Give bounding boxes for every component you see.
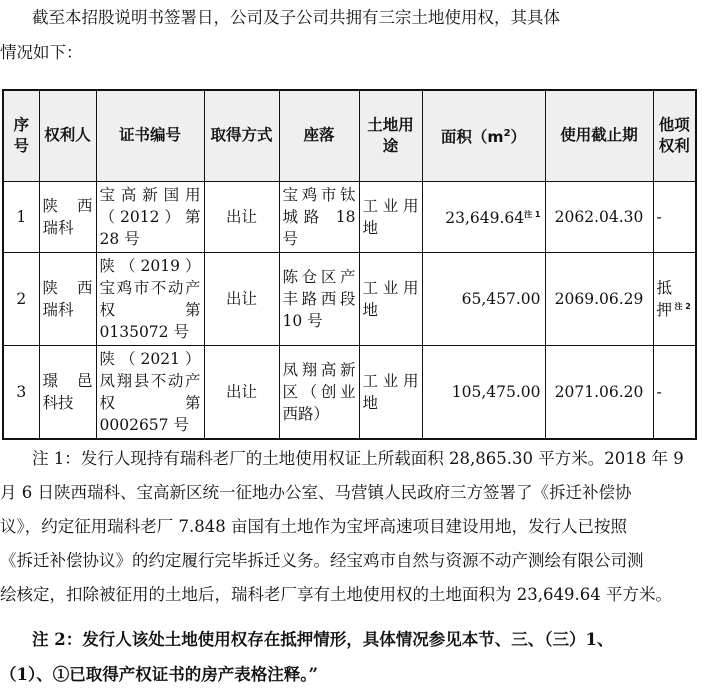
header-expiry: 使用截止期: [545, 90, 653, 181]
cell-area: 65,457.00: [422, 252, 545, 345]
header-area: 面积$(m^2)$: [422, 90, 545, 181]
header-use: 土地用途: [359, 90, 422, 181]
cell-location: 凤翔高新区（创业西路）: [279, 345, 359, 439]
cell-use: 工业用地: [359, 252, 422, 345]
cell-seq: 1: [3, 181, 39, 252]
header-method: 取得方式: [204, 90, 279, 181]
note-2-line-2: （1）、①已取得产权证书的房产表格注释。”: [0, 665, 318, 684]
cell-cert: 宝高新国用（2012）第 28 号: [96, 181, 204, 252]
intro-line-2: 情况如下：: [0, 43, 83, 62]
land-use-rights-table: [2, 89, 697, 440]
intro-paragraph: [0, 0, 702, 70]
cell-location: 宝鸡市钛城路 18 号: [279, 181, 359, 252]
note-1-line: 《拆迁补偿协议》的约定履行完毕拆迁义务。经宝鸡市自然与资源不动产测绘有限公司测: [0, 551, 644, 570]
header-other-rights: 他项权利: [653, 90, 696, 181]
cell-cert: 陕（2021）凤翔县不动产 权 第 0002657 号: [96, 345, 204, 439]
header-owner: 权利人: [39, 90, 96, 181]
cell-location: 陈仓区产丰路西段 10 号: [279, 252, 359, 345]
cell-other-rights: 抵押 $^{注 2}$: [653, 252, 696, 345]
header-location: 座落: [279, 90, 359, 181]
cell-area: 105,475.00: [422, 345, 545, 439]
cell-owner: 璟 邑 科技: [39, 345, 96, 439]
cell-method: 出让: [204, 252, 279, 345]
header-seq: 序号: [3, 90, 39, 181]
table-row: [3, 345, 696, 439]
note-ref-1: 注 1: [524, 209, 541, 219]
note-1-line: 议》，约定征用瑞科老厂 7.848 亩国有土地作为宝坪高速项目建设用地，发行人已按照: [0, 517, 627, 536]
table-header-row: [3, 90, 696, 181]
cell-owner: 陕 西 瑞科: [39, 252, 96, 345]
cell-expiry: 2069.06.29: [545, 252, 653, 345]
cell-expiry: 2071.06.20: [545, 345, 653, 439]
cell-use: 工业用地: [359, 345, 422, 439]
note-2-line-1: 注 2：发行人该处土地使用权存在抵押情形，具体情况参见本节、三、（三）1、: [32, 630, 614, 649]
cell-other-rights: -: [653, 181, 696, 252]
cell-cert: 陕（2019）宝鸡市不动产 权 第 0135072 号: [96, 252, 204, 345]
intro-line-1: 截至本招股说明书签署日，公司及子公司共拥有三宗土地使用权，其具体: [32, 8, 560, 27]
cell-use: 工业用地: [359, 181, 422, 252]
cell-seq: 2: [3, 252, 39, 345]
cell-area: 23,649.64$^{注 1}$: [422, 181, 545, 252]
cell-seq: 3: [3, 345, 39, 439]
note-1-line: 绘核定，扣除被征用的土地后，瑞科老厂享有土地使用权的土地面积为 23,649.64 平方米。: [0, 585, 672, 604]
header-cert: 证书编号: [96, 90, 204, 181]
table-row: [3, 252, 696, 345]
cell-method: 出让: [204, 345, 279, 439]
note-1-line: 月 6 日陕西瑞科、宝高新区统一征地办公室、马营镇人民政府三方签署了《拆迁补偿协: [0, 483, 632, 502]
cell-method: 出让: [204, 181, 279, 252]
table-row: [3, 181, 696, 252]
cell-expiry: 2062.04.30: [545, 181, 653, 252]
note-ref-2: 注 2: [674, 301, 691, 311]
note-1-paragraph: [0, 442, 702, 612]
note-1-line: 注 1：发行人现持有瑞科老厂的土地使用权证上所载面积 28,865.30 平方米。2018 年 9: [32, 449, 684, 468]
cell-owner: 陕 西 瑞科: [39, 181, 96, 252]
cell-other-rights: -: [653, 345, 696, 439]
